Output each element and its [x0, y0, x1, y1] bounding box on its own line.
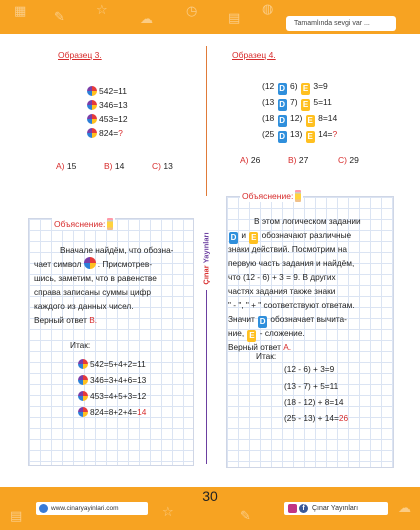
pie-symbol-icon: [78, 359, 88, 369]
pencil-doodle-icon: ✎: [240, 509, 251, 524]
explanation-line: частях задания также знаки: [228, 286, 336, 296]
sum-row: 542=5+4+2=11: [78, 357, 146, 371]
pencil-icon: [295, 190, 301, 202]
globe-doodle-icon: ◍: [262, 2, 274, 17]
column-divider-bottom: [206, 290, 207, 464]
blue-d-symbol-icon: D: [230, 233, 237, 242]
yellow-e-symbol-icon: E: [251, 233, 257, 242]
yellow-e-symbol-icon: E: [302, 84, 309, 93]
correct-answer-letter: B.: [89, 315, 98, 325]
expression-row: (18 D 12) E 8=14: [262, 113, 338, 125]
equation-row: 542=11: [87, 86, 127, 96]
calc-row: (18 - 12) + 8=14: [284, 397, 344, 407]
clock-doodle-icon: ◷: [186, 4, 198, 19]
equation-lhs: 453: [99, 114, 114, 124]
explanation-line: " - ", " + " соответствуют ответам.: [228, 300, 355, 310]
sample-4-title: Образец 4.: [232, 50, 276, 60]
blue-d-symbol-icon: D: [259, 317, 266, 326]
answer-option-b[interactable]: B) 27: [288, 155, 309, 165]
pie-symbol-icon: [87, 128, 97, 138]
explanation-line: знаки действий. Посмотрим на: [228, 244, 348, 254]
explanation-line: шись, заметим, что в равенстве: [34, 273, 157, 283]
facebook-icon: f: [299, 504, 308, 513]
answer-option-a[interactable]: A) 15: [56, 161, 77, 171]
sample-3-title: Образец 3.: [58, 50, 102, 60]
explanation-line: В этом логическом задании: [254, 216, 361, 226]
explanation-title-left: Объяснение:: [52, 218, 115, 230]
equation-unknown: ?: [118, 128, 123, 138]
answer-option-c[interactable]: C) 29: [338, 155, 359, 165]
pie-symbol-icon: [78, 391, 88, 401]
equation-lhs: 542: [99, 86, 114, 96]
equation-rhs: 11: [118, 86, 127, 96]
pie-symbol-icon: [84, 257, 96, 269]
sum-row: 453=4+5+3=12: [78, 389, 146, 403]
answer-option-c[interactable]: C) 13: [152, 161, 173, 171]
book-doodle-icon: ▤: [228, 11, 241, 26]
equation-rhs: 12: [118, 114, 128, 124]
book-doodle-icon: ▤: [10, 509, 23, 524]
pie-symbol-icon: [78, 407, 88, 417]
pie-symbol-icon: [87, 100, 97, 110]
explanation-line: Верный ответ B.: [34, 315, 98, 325]
explanation-line: каждого из данных чисел.: [34, 301, 134, 311]
explanation-line: D и E обозначают различные: [230, 230, 352, 242]
explanation-line: чает символ . Присмотрев-: [34, 259, 153, 269]
equation-lhs: 824: [99, 128, 114, 138]
yellow-e-symbol-icon: E: [307, 116, 313, 125]
equation-rhs: 13: [118, 100, 128, 110]
equation-row: 824=?: [87, 128, 123, 138]
sum-result-highlight: 14: [137, 407, 147, 417]
correct-answer-letter: A.: [283, 342, 292, 352]
calc-row: (12 - 6) + 3=9: [284, 364, 335, 374]
page-number: 30: [202, 488, 218, 504]
blue-d-symbol-icon: D: [279, 132, 286, 141]
blue-d-symbol-icon: D: [279, 100, 286, 109]
star-doodle-icon: ☆: [96, 3, 108, 18]
instagram-icon: [288, 504, 297, 513]
column-divider-top: [206, 46, 207, 196]
answer-option-b[interactable]: B) 14: [104, 161, 125, 171]
yellow-e-symbol-icon: E: [307, 132, 313, 141]
itak-label: Итак:: [256, 351, 277, 361]
cloud-doodle-icon: ☁: [398, 501, 411, 516]
calc-result-highlight: 26: [338, 413, 349, 423]
pie-symbol-icon: [87, 86, 97, 96]
explanation-line: Верный ответ A.: [228, 342, 292, 352]
answer-option-a[interactable]: A) 26: [240, 155, 261, 165]
sum-row: 824=8+2+4=14: [78, 405, 146, 419]
calc-row: (25 - 13) + 14=26: [284, 413, 349, 423]
side-brand-label: [199, 224, 213, 298]
pie-symbol-icon: [78, 375, 88, 385]
calc-row: (13 - 7) + 5=11: [284, 381, 339, 391]
pencil-icon: [107, 218, 113, 230]
equation-lhs: 346: [99, 100, 114, 110]
blue-d-symbol-icon: D: [279, 84, 286, 93]
itak-label: Итак:: [70, 340, 91, 350]
equation-row: 346=13: [87, 100, 128, 110]
explanation-line: Значит D обозначает вычита-: [228, 314, 347, 326]
yellow-e-symbol-icon: E: [249, 331, 255, 340]
explanation-line: первую часть задания и найдём,: [228, 258, 355, 268]
equation-row: 453=12: [87, 114, 128, 124]
explanation-line: ние, E - сложение.: [228, 328, 305, 340]
explanation-title-right: Объяснение:: [240, 190, 303, 202]
pie-symbol-icon: [87, 114, 97, 124]
website-link[interactable]: www.cinaryayinlari.com: [36, 502, 148, 515]
sum-row: 346=3+4+6=13: [78, 373, 146, 387]
social-brand[interactable]: f Çınar Yayınları: [284, 502, 388, 515]
expression-row: (13 D 7) E 5=11: [262, 97, 332, 109]
explanation-line: Вначале найдём, что обозна-: [60, 245, 174, 255]
explanation-line: справа записаны суммы цифр: [34, 287, 151, 297]
expression-unknown: ?: [332, 129, 338, 139]
pencil-doodle-icon: ✎: [54, 10, 65, 25]
star-doodle-icon: ☆: [162, 505, 174, 520]
expression-row: (12 D 6) E 3=9: [262, 81, 328, 93]
expression-row: (25 D 13) E 14=?: [262, 129, 338, 141]
side-brand-part1: Çınar: [201, 265, 211, 285]
explanation-line: что (12 - 6) + 3 = 9. В других: [228, 272, 336, 282]
header-tagline: Tamamlında sevgi var ...: [286, 16, 396, 31]
side-brand-part2: Yayınları: [201, 232, 211, 264]
blue-d-symbol-icon: D: [279, 116, 286, 125]
globe-icon: [39, 504, 48, 513]
calculator-doodle-icon: ▦: [14, 4, 27, 19]
cloud-doodle-icon: ☁: [140, 12, 153, 27]
yellow-e-symbol-icon: E: [302, 100, 309, 109]
